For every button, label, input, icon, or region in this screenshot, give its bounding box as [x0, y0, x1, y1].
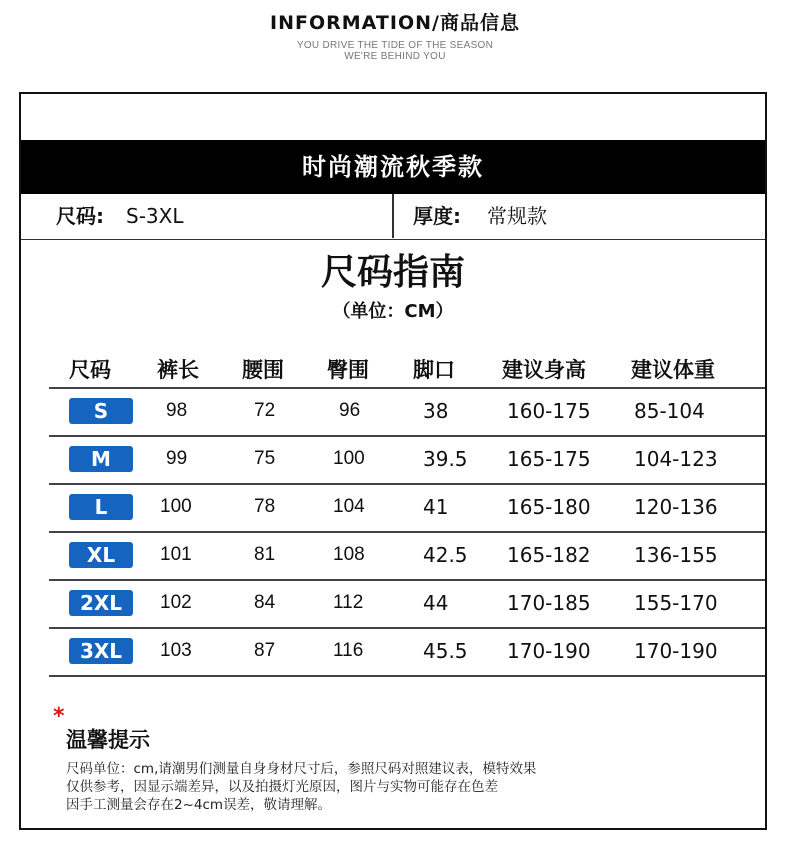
product-info-row	[21, 194, 765, 240]
size-badge: S	[69, 398, 133, 424]
pants-length-cell: 102	[160, 592, 192, 613]
leg-opening-cell: 41	[423, 495, 449, 519]
pants-length-cell: 99	[166, 448, 188, 469]
height-cell: 160-175	[507, 399, 591, 423]
size-info-card	[19, 92, 767, 830]
table-bottom-divider	[49, 675, 765, 677]
height-cell: 165-180	[507, 495, 591, 519]
pants-length-cell: 98	[166, 400, 188, 421]
hip-cell: 104	[333, 496, 365, 517]
size-badge: 2XL	[69, 590, 133, 616]
leg-opening-cell: 42.5	[423, 543, 468, 567]
weight-cell: 170-190	[634, 639, 718, 663]
size-range-value: S-3XL	[126, 204, 184, 228]
column-header-height: 建议身高	[502, 358, 586, 382]
hip-cell: 96	[339, 400, 361, 421]
column-header-waist: 腰围	[242, 358, 284, 382]
waist-cell: 84	[254, 592, 276, 613]
weight-cell: 136-155	[634, 543, 718, 567]
table-row	[21, 627, 765, 675]
hip-cell: 112	[333, 592, 364, 613]
waist-cell: 81	[254, 544, 276, 565]
size-guide-title: 尺码指南	[320, 252, 465, 293]
waist-cell: 78	[254, 496, 276, 517]
weight-cell: 104-123	[634, 447, 718, 471]
tips-line: 仅供参考，因显示端差异，以及拍摄灯光原因，图片与实物可能存在色差	[66, 779, 498, 795]
table-row	[21, 531, 765, 579]
size-guide-unit: （单位：CM）	[332, 301, 454, 322]
thickness-value: 常规款	[487, 204, 547, 228]
waist-cell: 72	[254, 400, 276, 421]
table-row	[21, 483, 765, 531]
table-row	[21, 579, 765, 627]
waist-cell: 87	[254, 640, 276, 661]
height-cell: 165-175	[507, 447, 591, 471]
page-header-subtitle: YOU DRIVE THE TIDE OF THE SEASON	[296, 40, 494, 51]
size-range-info	[56, 194, 183, 238]
leg-opening-cell: 45.5	[423, 639, 468, 663]
tips-text	[66, 760, 626, 814]
leg-opening-cell: 38	[423, 399, 449, 423]
size-badge: 3XL	[69, 638, 133, 664]
column-header-leg-opening: 脚口	[413, 358, 455, 382]
table-row	[21, 387, 765, 435]
hip-cell: 108	[333, 544, 365, 565]
size-badge: L	[69, 494, 133, 520]
height-cell: 165-182	[507, 543, 591, 567]
waist-cell: 75	[254, 448, 276, 469]
asterisk-icon: *	[53, 704, 65, 729]
weight-cell: 155-170	[634, 591, 718, 615]
pants-length-cell: 100	[160, 496, 192, 517]
info-divider	[392, 194, 394, 238]
size-range-label: 尺码:	[56, 204, 104, 228]
size-badge: XL	[69, 542, 133, 568]
column-header-hip: 臀围	[327, 358, 369, 382]
tips-line: 因手工测量会存在2~4cm误差，敬请理解。	[66, 797, 332, 813]
tips-line: 尺码单位：cm,请潮男们测量自身身材尺寸后，参照尺码对照建议表，模特效果	[66, 761, 537, 777]
season-banner: 时尚潮流秋季款	[21, 140, 765, 194]
pants-length-cell: 103	[160, 640, 192, 661]
leg-opening-cell: 39.5	[423, 447, 468, 471]
weight-cell: 120-136	[634, 495, 718, 519]
thickness-info	[413, 194, 547, 238]
tips-title: 温馨提示	[66, 728, 150, 752]
height-cell: 170-185	[507, 591, 591, 615]
thickness-label: 厚度:	[413, 204, 461, 228]
column-header-weight: 建议体重	[631, 358, 715, 382]
column-header-size: 尺码	[69, 358, 111, 382]
weight-cell: 85-104	[634, 399, 705, 423]
leg-opening-cell: 44	[423, 591, 449, 615]
hip-cell: 100	[333, 448, 365, 469]
height-cell: 170-190	[507, 639, 591, 663]
page-header-title: INFORMATION/商品信息	[270, 12, 520, 34]
pants-length-cell: 101	[160, 544, 192, 565]
hip-cell: 116	[333, 640, 364, 661]
page-header-subtitle-2: WE'RE BEHIND YOU	[344, 51, 446, 62]
size-badge: M	[69, 446, 133, 472]
table-row	[21, 435, 765, 483]
column-header-pants-length: 裤长	[157, 358, 199, 382]
